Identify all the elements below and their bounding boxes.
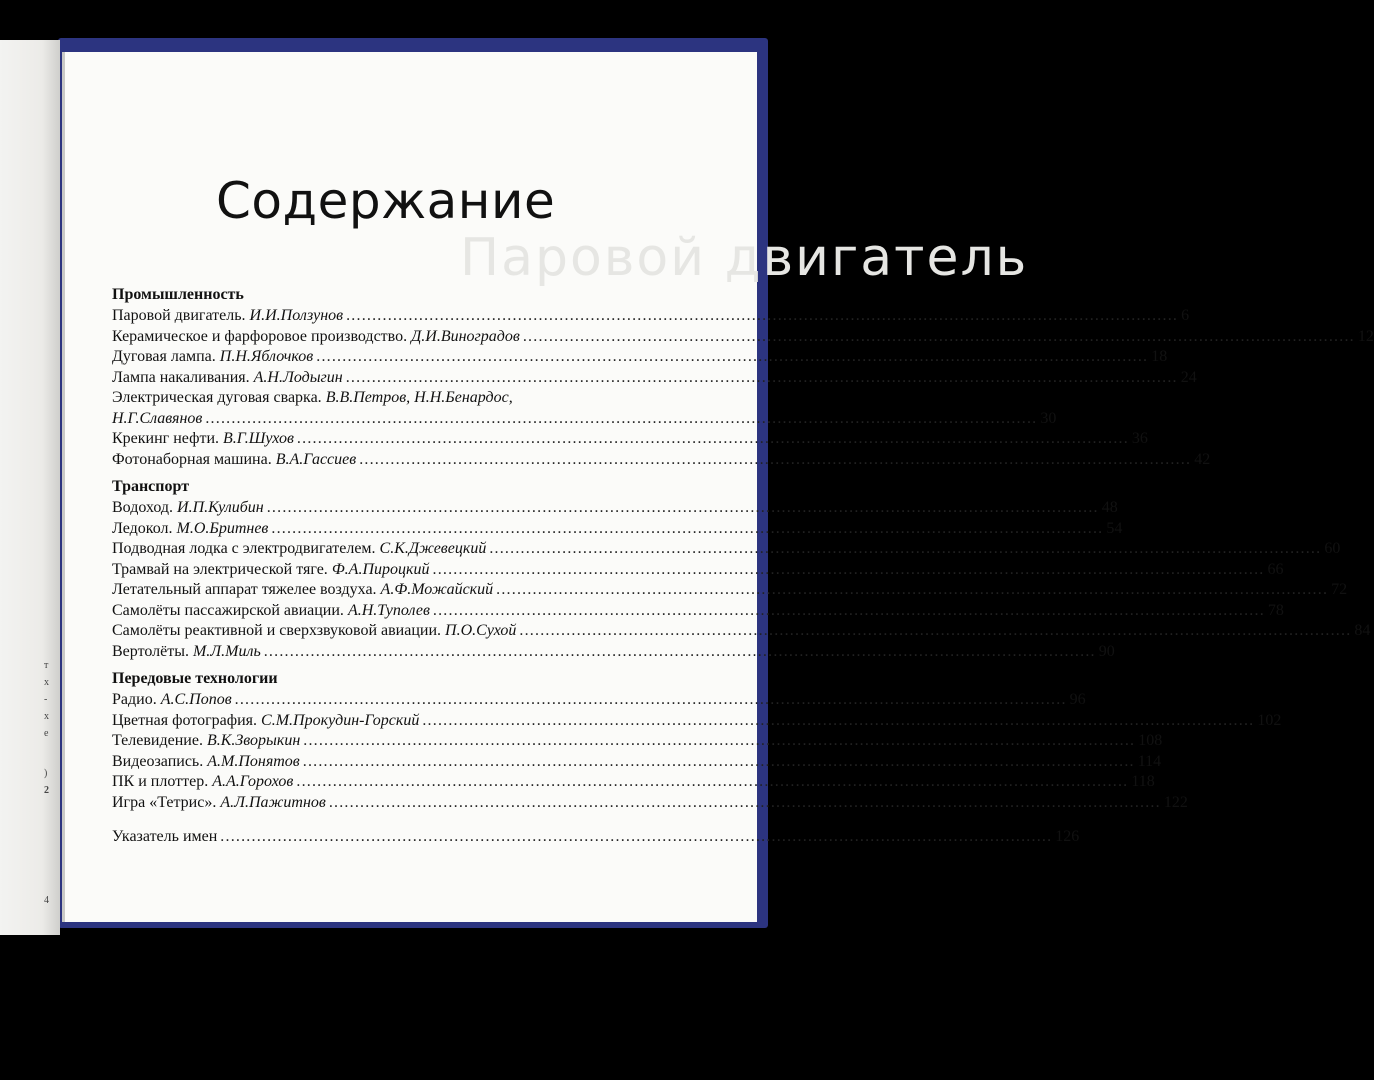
toc-entry[interactable]	[112, 690, 1086, 711]
toc-entry[interactable]	[112, 306, 1190, 327]
entry-topic: Керамическое и фарфоровое производство.	[112, 327, 408, 345]
index-topic: Указатель имен	[112, 828, 218, 845]
toc-entry[interactable]	[112, 731, 1163, 752]
dot-leader	[297, 429, 1129, 450]
toc-entry[interactable]	[112, 752, 1162, 773]
entry-author: А.Ф.Можайский	[380, 581, 494, 598]
entry-page: 36	[1131, 430, 1148, 447]
left-fragment: е	[44, 728, 49, 739]
entry-author: С.К.Джевецкий	[379, 540, 487, 557]
entry-page: 24	[1180, 368, 1197, 386]
entry-topic: Цветная фотография.	[112, 711, 258, 729]
left-fragment: )	[44, 768, 48, 779]
section-advanced-tech	[112, 668, 1282, 813]
entry-topic: Вертолёты.	[112, 642, 189, 660]
entry-topic: Игра «Тетрис».	[112, 793, 217, 811]
entry-author: В.В.Петров, Н.Н.Бенардос,	[325, 389, 513, 406]
dot-leader	[296, 772, 1128, 793]
section-title: Передовые технологии	[112, 670, 278, 687]
entry-page: 118	[1131, 773, 1155, 790]
entry-topic: Ледокол.	[112, 519, 173, 537]
entry-topic: Подводная лодка с электродвигателем.	[112, 540, 376, 557]
entry-topic: Телевидение.	[112, 732, 203, 749]
entry-page: 90	[1098, 642, 1115, 660]
entry-topic: ПК и плоттер.	[112, 773, 209, 790]
section-industry	[112, 284, 1374, 470]
entry-author: А.С.Попов	[160, 691, 232, 708]
toc-entry[interactable]	[112, 621, 1371, 642]
entry-page: 114	[1137, 752, 1162, 770]
toc-entry[interactable]	[112, 388, 1057, 429]
toc-entry[interactable]	[112, 772, 1155, 793]
toc-entry[interactable]	[112, 560, 1284, 581]
entry-author: М.Л.Миль	[192, 642, 261, 660]
dot-leader	[346, 368, 1178, 389]
entry-page: 96	[1069, 691, 1086, 708]
toc-entry[interactable]	[112, 368, 1197, 389]
entry-page: 48	[1101, 499, 1118, 516]
entry-author: И.И.Ползунов	[249, 307, 344, 324]
toc-entry[interactable]	[112, 793, 1188, 814]
toc-entry[interactable]	[112, 539, 1341, 560]
dot-leader	[433, 560, 1265, 581]
entry-topic: Самолёты пассажирской авиации.	[112, 601, 344, 619]
dot-leader	[220, 827, 1052, 848]
toc-entry[interactable]	[112, 429, 1148, 450]
entry-topic: Крекинг нефти.	[112, 430, 220, 447]
left-fragment: х	[44, 677, 49, 688]
toc-entry[interactable]	[112, 519, 1123, 540]
toc-entry[interactable]	[112, 601, 1284, 622]
dot-leader	[303, 731, 1135, 752]
toc-entry[interactable]	[112, 450, 1211, 471]
toc-entry[interactable]	[112, 498, 1118, 519]
index-entry[interactable]	[112, 827, 1080, 848]
dot-leader	[235, 690, 1067, 711]
entry-topic: Паровой двигатель.	[112, 307, 246, 324]
entry-author: И.П.Кулибин	[177, 499, 264, 516]
dot-leader	[303, 752, 1135, 773]
entry-author: Ф.А.Пироцкий	[331, 560, 430, 578]
left-fragment: х	[44, 711, 49, 722]
entry-topic: Летательный аппарат тяжелее воздуха.	[112, 581, 377, 598]
entry-page: 6	[1181, 307, 1190, 324]
entry-author: А.Н.Лодыгин	[253, 368, 343, 386]
left-fragment: 2	[44, 785, 49, 796]
entry-page: 102	[1257, 711, 1282, 729]
index-page: 126	[1055, 828, 1080, 845]
dot-leader	[523, 327, 1355, 348]
entry-author-continued: Н.Г.Славянов	[112, 409, 203, 427]
toc-entry[interactable]	[112, 327, 1374, 348]
entry-topic: Лампа накаливания.	[112, 368, 250, 386]
page-title: Содержание	[216, 172, 556, 230]
toc-entry[interactable]	[112, 642, 1115, 663]
entry-author: В.Г.Шухов	[223, 430, 294, 447]
left-fragment: 4	[44, 895, 49, 906]
entry-author: С.М.Прокудин-Горский	[261, 711, 420, 729]
dot-leader	[271, 519, 1103, 540]
entry-author: М.О.Бритнев	[176, 519, 269, 537]
entry-author: В.К.Зворыкин	[206, 732, 301, 749]
entry-author: А.А.Горохов	[212, 773, 294, 790]
dot-leader	[519, 621, 1351, 642]
show-through-text: Паровой двигатель	[460, 228, 1029, 288]
dot-leader	[264, 642, 1096, 663]
left-fragment: т	[44, 660, 49, 671]
dot-leader	[496, 580, 1328, 601]
table-of-contents	[112, 284, 1374, 848]
entry-topic: Самолёты реактивной и сверхзвуковой авиации.	[112, 622, 442, 639]
dot-leader	[422, 711, 1254, 732]
dot-leader	[359, 450, 1191, 471]
entry-page: 30	[1040, 409, 1057, 427]
entry-author: А.Л.Пажитнов	[220, 793, 326, 811]
dot-leader	[205, 409, 1037, 430]
toc-entry[interactable]	[112, 711, 1282, 732]
entry-author: А.М.Понятов	[207, 752, 300, 770]
entry-author: В.А.Гассиев	[275, 450, 357, 468]
entry-page: 72	[1331, 581, 1348, 598]
entry-topic: Видеозапись.	[112, 752, 204, 770]
section-title: Промышленность	[112, 286, 244, 303]
dot-leader	[329, 793, 1161, 814]
entry-author: П.Н.Яблочков	[219, 348, 314, 365]
toc-entry[interactable]	[112, 347, 1168, 368]
entry-topic: Электрическая дуговая сварка.	[112, 389, 322, 406]
entry-page: 78	[1267, 601, 1284, 619]
dot-leader	[489, 539, 1321, 560]
left-fragment: -	[44, 694, 48, 705]
entry-author: А.Н.Туполев	[347, 601, 430, 619]
entry-topic: Фотонаборная машина.	[112, 450, 272, 468]
entry-page: 84	[1354, 622, 1371, 639]
toc-entry[interactable]	[112, 580, 1348, 601]
entry-author: Д.И.Виноградов	[411, 327, 520, 345]
entry-page: 66	[1267, 560, 1284, 578]
entry-page: 54	[1106, 519, 1123, 537]
left-page-edge	[0, 40, 60, 935]
entry-author: П.О.Сухой	[445, 622, 517, 639]
entry-page: 60	[1324, 540, 1341, 557]
dot-leader	[267, 498, 1099, 519]
dot-leader	[433, 601, 1265, 622]
entry-page: 42	[1194, 450, 1211, 468]
dot-leader	[316, 347, 1148, 368]
entry-page: 108	[1138, 732, 1163, 749]
entry-page: 18	[1151, 348, 1168, 365]
entry-topic: Радио.	[112, 691, 157, 708]
dot-leader	[346, 306, 1178, 327]
entry-page: 122	[1163, 793, 1188, 811]
section-title: Транспорт	[112, 478, 190, 495]
section-transport	[112, 476, 1371, 662]
entry-topic: Трамвай на электрической тяге.	[112, 560, 328, 578]
entry-page: 12	[1357, 327, 1374, 345]
entry-topic: Дуговая лампа.	[112, 348, 216, 365]
entry-topic: Водоход.	[112, 499, 174, 516]
